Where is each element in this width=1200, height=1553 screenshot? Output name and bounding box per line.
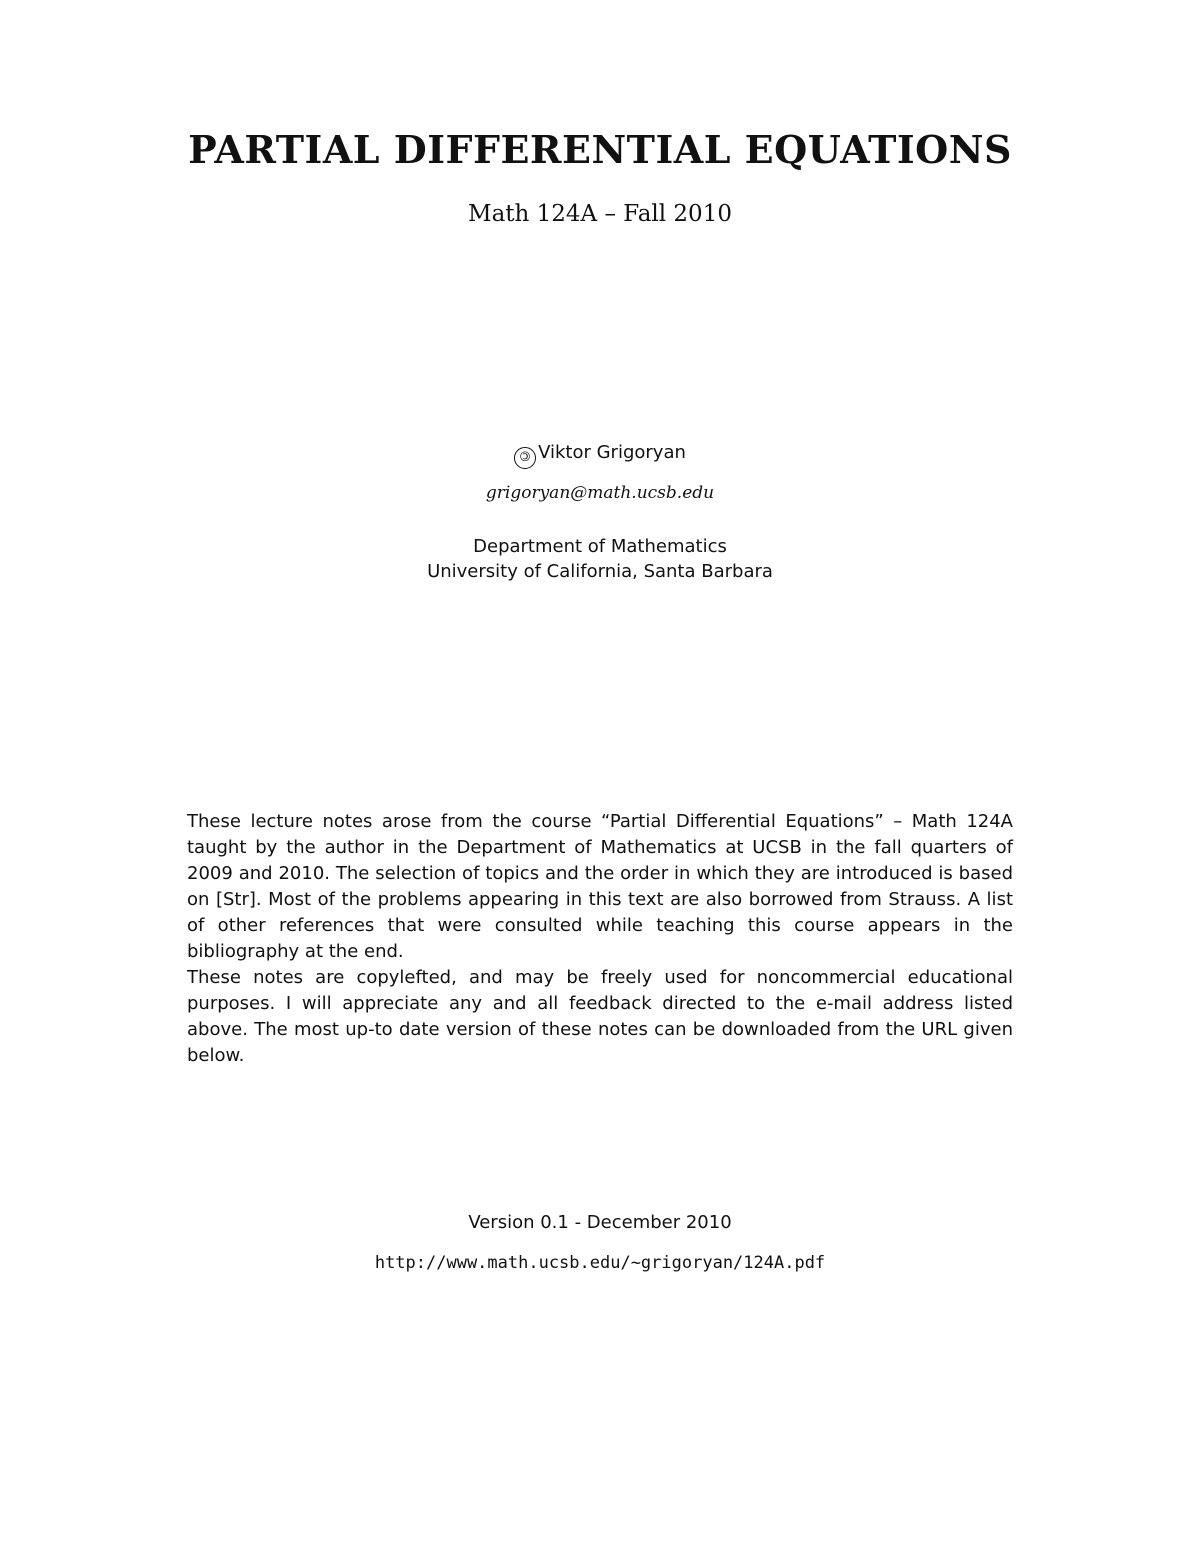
abstract-paragraph: These notes are copylefted, and may be freely used for noncommercial educational purposes. I will appreciate any and all feedback directed to the e-mail address listed above. The most up-to date version of these notes can be downloaded from the URL given below. xyxy=(187,967,1013,1066)
author-email[interactable]: grigoryan@math.ucsb.edu xyxy=(485,483,715,503)
author-name: Viktor Grigoryan xyxy=(538,442,686,463)
document-title: PARTIAL DIFFERENTIAL EQUATIONS xyxy=(188,127,1012,172)
author-line xyxy=(0,440,1200,469)
affiliation xyxy=(0,534,1200,584)
version-line: Version 0.1 - December 2010 xyxy=(468,1212,732,1233)
abstract xyxy=(187,809,1013,1069)
department-name: Department of Mathematics xyxy=(473,536,727,557)
university-name: University of California, Santa Barbara xyxy=(427,561,773,582)
course-subtitle: Math 124A – Fall 2010 xyxy=(468,201,732,227)
abstract-paragraph: These lecture notes arose from the course “Partial Differential Equations” – Math 124A taught by the author in the Department of Mathematics at UCSB in the fall quarters of 2009 and 2010. The selection of topics and the order in which they are introduced is based on [Str]. Most of the problems appearing in this text are also borrowed from Strauss. A list of other references that were consulted while teaching this course appears in the bibliography at the end. xyxy=(187,811,1013,962)
download-url-link[interactable]: http://www.math.ucsb.edu/~grigoryan/124A.pdf xyxy=(374,1253,826,1273)
copyleft-icon: © xyxy=(514,447,536,469)
